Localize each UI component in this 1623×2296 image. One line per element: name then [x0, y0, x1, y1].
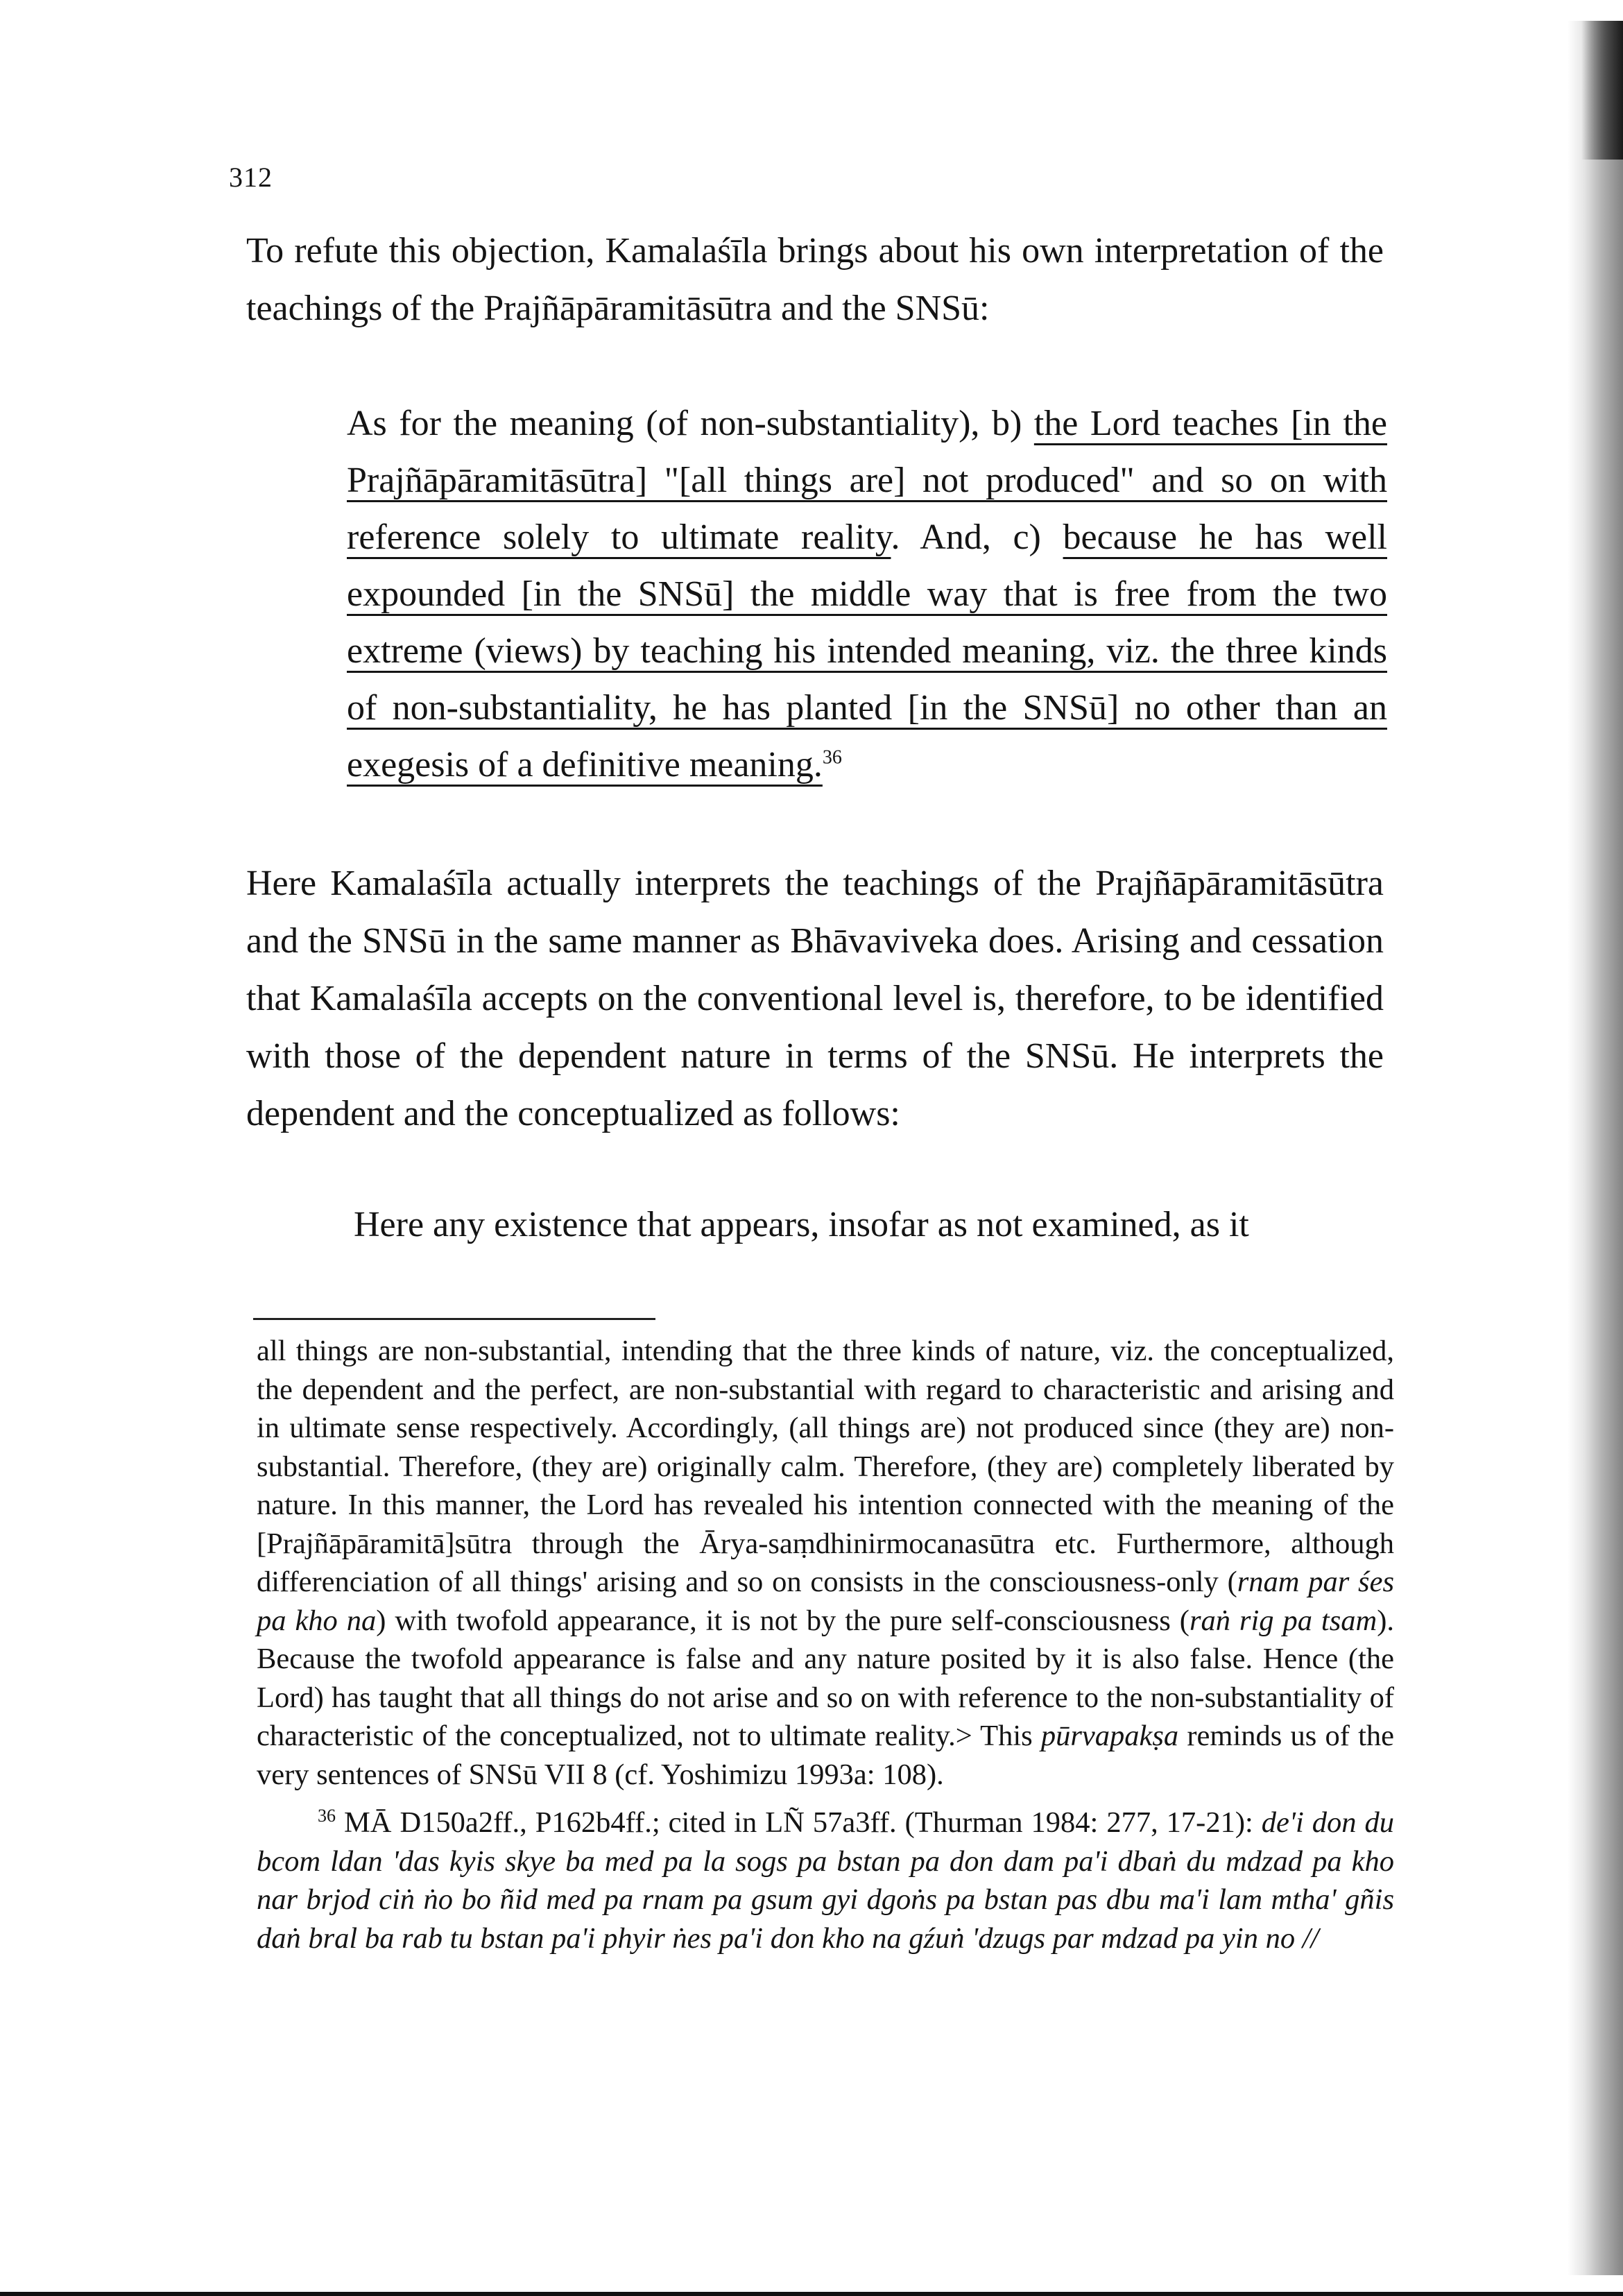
quote-underlined-text: because he has well expounded [in the SNSū] the middle way that is free from the two extreme (views) by teaching his intended meaning, viz. the three kinds of non-substantiality, he has planted [in the SNSū] no other than an exegesis of a definitive meaning. [347, 517, 1387, 785]
quote-text: As for the meaning (of non-substantiality), b) [347, 404, 1034, 443]
footnote-text: ) with twofold appearance, it is not by the pure self-consciousness ( [376, 1604, 1190, 1637]
footnotes [257, 1332, 1394, 1957]
footnote-text: ). Because the twofold appearance is false and any nature posited by it is also false. Hence (the Lord) has taught that all things do not arise and so on with reference to the non-substantiality of characteristic of the conceptualized, not to ultimate reality.> This [257, 1604, 1394, 1752]
body-paragraph-quote-start: Here any existence that appears, insofar as not examined, as it [354, 1205, 1249, 1244]
scan-edge-shadow [1568, 21, 1623, 2275]
quote-underlined-text: the Lord teaches [in the Prajñāpāramitāsūtra] "[all things are] not produced" and so on with reference solely to ultimate reality [347, 404, 1387, 557]
quote-text: . And, c) [891, 517, 1063, 557]
body-paragraph-interpretation: Here Kamalaśīla actually interprets the teachings of the Prajñāpāramitāsūtra and the SNSū in the same manner as Bhāvaviveka does. Arising and cessation that Kamalaśīla accepts on the conventional level is, therefore, to be identified with those of the dependent nature in terms of the SNSū. He interprets the dependent and the conceptualized as follows: [246, 864, 1384, 1133]
footnote-text: MĀ D150a2ff., P162b4ff.; cited in LÑ 57a3ff. (Thurman 1984: 277, 17-21): [336, 1806, 1262, 1839]
footnote-36 [257, 1804, 1394, 1957]
scan-bottom-border [0, 2292, 1623, 2296]
footnote-number: 36 [318, 1805, 336, 1826]
scan-edge-shadow-top [1581, 21, 1623, 160]
footnote-italic: rnam par śes pa kho na [257, 1566, 1395, 1637]
footnote-continued [257, 1332, 1394, 1794]
footnote-divider [253, 1318, 655, 1320]
footnote-italic: pūrvapakṣa [1040, 1720, 1179, 1752]
footnote-italic: raṅ rig pa tsam [1189, 1604, 1377, 1637]
footnote-text: reminds us of the very sentences of SNSū VII 8 (cf. Yoshimizu 1993a: 108). [257, 1720, 1394, 1791]
footnote-reference: 36 [822, 746, 842, 769]
footnote-tibetan-quote: de'i don du bcom ldan 'das kyis skye ba med pa la sogs pa bstan pa don dam pa'i dbaṅ du mdzad pa kho nar brjod ciṅ ṅo bo ñid med pa rnam pa gsum gyi dgoṅs pa bstan pas dbu ma'i lam mtha' gñis daṅ bral ba rab tu bstan pa'i phyir ṅes pa'i don kho na gźuṅ 'dzugs par mdzad pa yin no // [257, 1806, 1395, 1955]
footnote-text: all things are non-substantial, intending that the three kinds of nature, viz. the conceptualized, the dependent and the perfect, are non-substantial with regard to characteristic and arising and in ultimate sense respectively. Accordingly, (all things are) not produced since (they are) non-substantial. Therefore, (they are) originally calm. Therefore, (they are) completely liberated by nature. In this manner, the Lord has revealed his intention connected with the meaning of the [Prajñāpāramitā]sūtra through the Ārya-saṃdhinirmocanasūtra etc. Furthermore, although differenciation of all things' arising and so on consists in the consciousness-only ( [257, 1335, 1394, 1598]
block-quote [347, 395, 1387, 794]
body-paragraph-intro: To refute this objection, Kamalaśīla brings about his own interpretation of the teachings of the Prajñāpāramitāsūtra and the SNSū: [246, 231, 1384, 328]
page-number: 312 [229, 162, 273, 193]
